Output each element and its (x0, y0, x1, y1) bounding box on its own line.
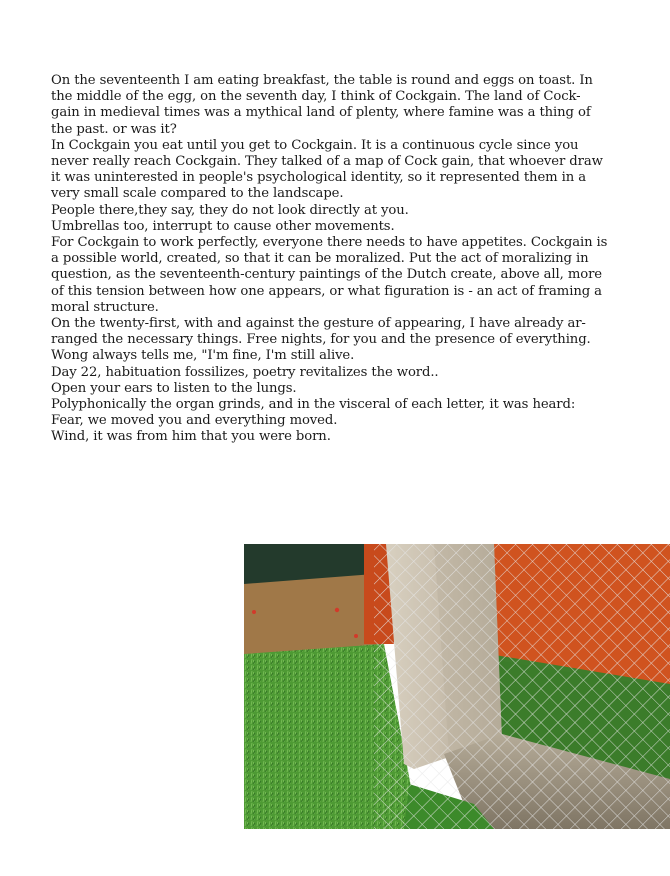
text-line: Polyphonically the organ grinds, and in the visceral of each letter, it was heard: (51, 397, 576, 413)
text-line: the past. or was it? (51, 121, 177, 137)
text-line: question, as the seventeenth-century paintings of the Dutch create, above all, more (51, 267, 602, 283)
text-line: Wong always tells me, "I'm fine, I'm still alive. (51, 348, 355, 364)
text-line: Open your ears to listen to the lungs. (51, 380, 297, 396)
text-line: For Cockgain to work perfectly, everyone there needs to have appetites. Cockgain is (51, 235, 608, 251)
chain-link-fence (374, 544, 670, 829)
text-line: a possible world, created, so that it can be moralized. Put the act of moralizing in (51, 251, 589, 267)
text-line: the middle of the egg, on the seventh day, I think of Cockgain. The land of Cock- (51, 89, 581, 105)
text-line: gain in medieval times was a mythical land of plenty, where famine was a thing of (51, 105, 591, 121)
text-line: of this tension between how one appears, or what figuration is - an act of framing a (51, 283, 602, 299)
text-line: On the twenty-first, with and against the gesture of appearing, I have already ar- (51, 316, 586, 332)
text-line: Day 22, habituation fossilizes, poetry revitalizes the word.. (51, 364, 439, 380)
fence-photo-illustration (244, 544, 670, 829)
text-line: it was uninterested in people's psychological identity, so it represented them in a (51, 170, 587, 186)
text-line: moral structure. (51, 299, 159, 315)
text-line: very small scale compared to the landscape. (51, 186, 344, 202)
text-line: Fear, we moved you and everything moved. (51, 413, 338, 429)
text-line: never really reach Cockgain. They talked of a map of Cock gain, that whoever draw (51, 154, 603, 170)
text-line: On the seventeenth I am eating breakfast, the table is round and eggs on toast. In (51, 73, 593, 88)
fence-photo (244, 544, 670, 829)
text-line: Umbrellas too, interrupt to cause other movements. (51, 218, 395, 234)
body-text (51, 73, 651, 446)
text-line: ranged the necessary things. Free nights, for you and the presence of everything. (51, 332, 591, 348)
text-line: In Cockgain you eat until you get to Cockgain. It is a continuous cycle since you (51, 137, 579, 153)
text-line: Wind, it was from him that you were born. (51, 429, 331, 445)
text-line: People there,they say, they do not look directly at you. (51, 202, 409, 218)
